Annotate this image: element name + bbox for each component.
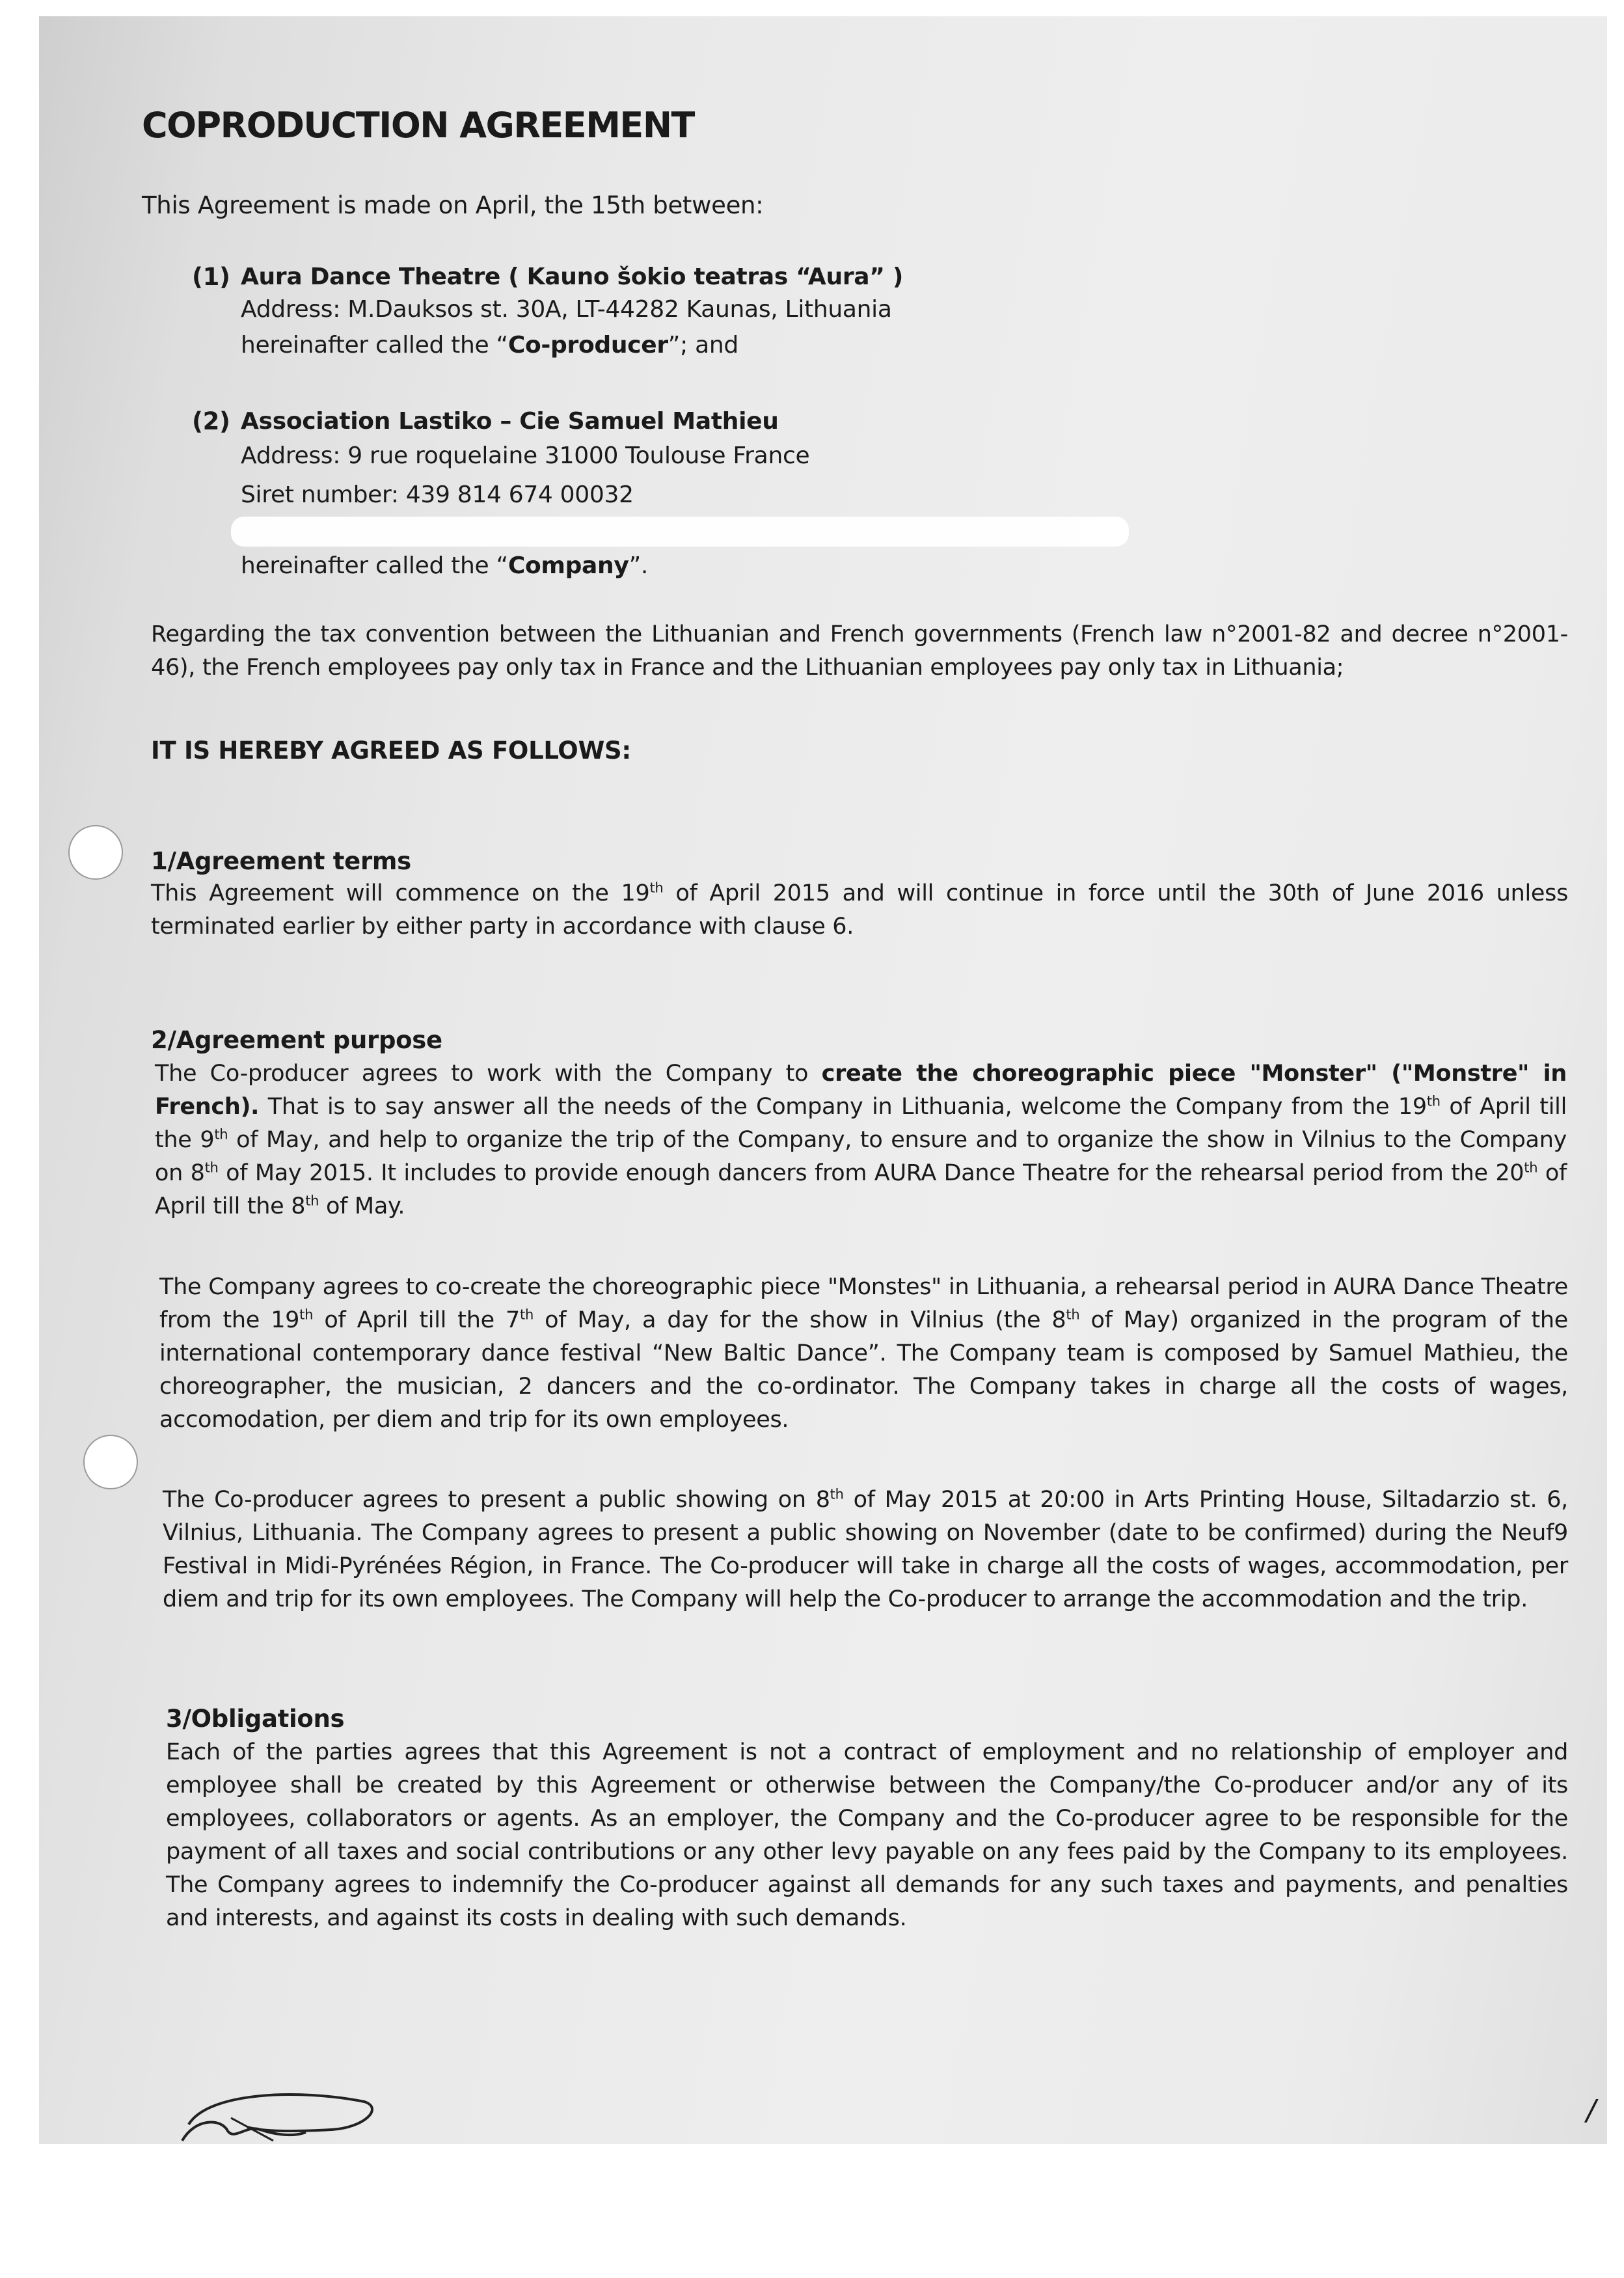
punch-hole-top <box>68 825 123 880</box>
redaction-mark <box>231 517 1129 547</box>
initials-signature <box>169 2079 390 2150</box>
intro-line: This Agreement is made on April, the 15th between: <box>142 191 764 219</box>
punch-hole-middle <box>83 1435 138 1489</box>
party-1-address: Address: M.Dauksos st. 30A, LT-44282 Kaunas, Lithuania <box>241 296 892 323</box>
tax-convention-paragraph: Regarding the tax convention between the Lithuanian and French governments (French law n°2001-82 and decree n°2001-46), the French employees pay only tax in France and the Lithuanian employees pay only tax in Lithuania; <box>151 621 1568 681</box>
party-2-siret: Siret number: 439 814 674 00032 <box>241 481 634 508</box>
party-1-name: Aura Dance Theatre ( Kauno šokio teatras “Aura” ) <box>241 264 904 290</box>
section-2-paragraph-2: The Company agrees to co-create the choreographic piece "Monstes" in Lithuania, a rehearsal period in AURA Dance Theatre from the 19th of April till the 7th of May, a day for the show in Vilnius (the 8th of May) organized in the program of the international contemporary dance festival “New Baltic Dance”. The Company team is composed by Samuel Mathieu, the choreographer, the musician, 2 dancers and the co-ordinator. The Company takes in charge all the costs of wages, accomodation, per diem and trip for its own employees. <box>159 1274 1568 1433</box>
section-2-heading: 2/Agreement purpose <box>151 1026 442 1054</box>
section-2-paragraph-1: The Co-producer agrees to work with the Company to create the choreographic piece "Monster" ("Monstre" in French). That is to say answer all the needs of the Company in Lithuania, welcome the Company from the 19th of April till the 9th of May, and help to organize the trip of the Company, to ensure and to organize the show in Vilnius to the Company on 8th of May 2015. It includes to provide enough dancers from AURA Dance Theatre for the rehearsal period from the 20th of April till the 8th of May. <box>155 1061 1567 1219</box>
section-3-heading: 3/Obligations <box>166 1705 345 1733</box>
party-2 <box>192 405 1363 600</box>
document-title: COPRODUCTION AGREEMENT <box>142 105 694 146</box>
section-3-text: Each of the parties agrees that this Agreement is not a contract of employment and no relationship of employer and employee shall be created by this Agreement or otherwise between the Company/the Co-producer and/or any of its employees, collaborators or agents. As an employer, the Company and the Co-producer agree to be responsible for the payment of all taxes and social contributions or any other levy payable on any fees paid by the Company to its employees. The Company agrees to indemnify the Co-producer against all demands for any such taxes and payments, and penalties and interests, and against its costs in dealing with such demands. <box>166 1739 1568 1931</box>
page-number-mark: / <box>1586 2094 1596 2127</box>
section-1-text: This Agreement will commence on the 19th of April 2015 and will continue in force until the 30th of June 2016 unless terminated earlier by either party in accordance with clause 6. <box>151 880 1569 940</box>
party-2-designation: hereinafter called the “Company”. <box>241 552 649 579</box>
party-2-address: Address: 9 rue roquelaine 31000 Toulouse France <box>241 442 810 469</box>
section-1-heading: 1/Agreement terms <box>151 847 411 875</box>
party-1-number: (1) <box>192 263 230 291</box>
agreed-heading: IT IS HEREBY AGREED AS FOLLOWS: <box>151 737 631 765</box>
section-2-paragraph-3: The Co-producer agrees to present a public showing on 8th of May 2015 at 20:00 in Arts Printing House, Siltadarzio st. 6, Vilnius, Lithuania. The Company agrees to present a public showing on November (date to be confirmed) during the Neuf9 Festival in Midi-Pyrénées Région, in France. The Co-producer will take in charge all the costs of wages, accommodation, per diem and trip for its own employees. The Company will help the Co-producer to arrange the accommodation and the trip. <box>163 1486 1569 1612</box>
party-1-designation: hereinafter called the “Co-producer”; and <box>241 332 738 359</box>
party-1 <box>192 260 1233 371</box>
party-2-name: Association Lastiko – Cie Samuel Mathieu <box>241 408 779 435</box>
party-2-number: (2) <box>192 407 230 435</box>
